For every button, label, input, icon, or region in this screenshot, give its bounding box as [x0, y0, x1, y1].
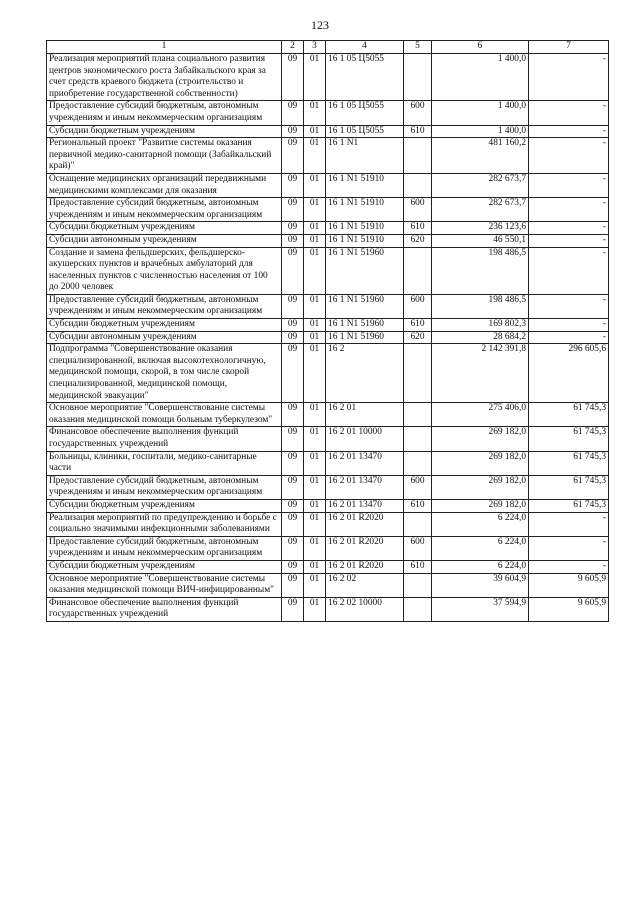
razdel-cell: 09: [282, 125, 304, 138]
row-name-cell: Региональный проект "Развитие системы оказания первичной медико-санитарной помощи (Забайкальский край)": [47, 138, 282, 174]
row-name-cell: Подпрограмма "Совершенствование оказания специализированной, включая высокотехнологичную, медицинской помощи, скорой, в том числе скорой специализированной, медицинской помощи, медицинской эвакуации": [47, 344, 282, 403]
csr-cell: 16 1 05 Ц5055: [326, 54, 404, 101]
razdel-cell: 09: [282, 138, 304, 174]
razdel-cell: 09: [282, 512, 304, 536]
podrazdel-cell: 01: [304, 597, 326, 621]
podrazdel-cell: 01: [304, 54, 326, 101]
table-row: [47, 173, 609, 197]
csr-cell: 16 1 N1: [326, 138, 404, 174]
podrazdel-cell: 01: [304, 451, 326, 475]
column-header-sum-1: 6: [432, 41, 529, 54]
row-name-cell: Субсидии бюджетным учреждениям: [47, 319, 282, 332]
row-name-cell: Субсидии бюджетным учреждениям: [47, 499, 282, 512]
razdel-cell: 09: [282, 451, 304, 475]
table-row: [47, 234, 609, 247]
csr-cell: 16 2 01 R2020: [326, 512, 404, 536]
csr-cell: 16 2 01 R2020: [326, 536, 404, 560]
table-row: [47, 247, 609, 294]
podrazdel-cell: 01: [304, 344, 326, 403]
razdel-cell: 09: [282, 234, 304, 247]
sum-1-cell: 275 406,0: [432, 403, 529, 427]
sum-2-cell: -: [529, 54, 609, 101]
podrazdel-cell: 01: [304, 294, 326, 318]
column-header-csr: 4: [326, 41, 404, 54]
csr-cell: 16 2 01 13470: [326, 475, 404, 499]
vr-cell: [404, 247, 432, 294]
vr-cell: [404, 512, 432, 536]
podrazdel-cell: 01: [304, 222, 326, 235]
vr-cell: 600: [404, 294, 432, 318]
row-name-cell: Предоставление субсидий бюджетным, автономным учреждениям и иным некоммерческим организациям: [47, 294, 282, 318]
column-header-vr: 5: [404, 41, 432, 54]
table-row: [47, 536, 609, 560]
sum-2-cell: 61 745,3: [529, 403, 609, 427]
table-row: [47, 125, 609, 138]
razdel-cell: 09: [282, 499, 304, 512]
csr-cell: 16 1 N1 51960: [326, 331, 404, 344]
podrazdel-cell: 01: [304, 234, 326, 247]
csr-cell: 16 1 N1 51910: [326, 198, 404, 222]
sum-1-cell: 282 673,7: [432, 173, 529, 197]
sum-1-cell: 6 224,0: [432, 512, 529, 536]
vr-cell: 610: [404, 319, 432, 332]
vr-cell: [404, 427, 432, 451]
sum-1-cell: 1 400,0: [432, 54, 529, 101]
podrazdel-cell: 01: [304, 138, 326, 174]
csr-cell: 16 1 N1 51960: [326, 319, 404, 332]
csr-cell: 16 2 01 13470: [326, 451, 404, 475]
vr-cell: [404, 138, 432, 174]
podrazdel-cell: 01: [304, 536, 326, 560]
sum-2-cell: 61 745,3: [529, 451, 609, 475]
sum-1-cell: 236 123,6: [432, 222, 529, 235]
row-name-cell: Основное мероприятие "Совершенствование системы оказания медицинской помощи ВИЧ-инфицированным": [47, 573, 282, 597]
vr-cell: 610: [404, 125, 432, 138]
sum-2-cell: 9 605,9: [529, 573, 609, 597]
table-row: [47, 198, 609, 222]
razdel-cell: 09: [282, 403, 304, 427]
sum-2-cell: 9 605,9: [529, 597, 609, 621]
vr-cell: 610: [404, 560, 432, 573]
vr-cell: [404, 597, 432, 621]
table-row: [47, 475, 609, 499]
row-name-cell: Реализация мероприятий плана социального развития центров экономического роста Забайкальского края за счет средств краевого бюджета (строительство и приобретение государственной собственности): [47, 54, 282, 101]
csr-cell: 16 1 N1 51910: [326, 173, 404, 197]
table-row: [47, 573, 609, 597]
table-row: [47, 54, 609, 101]
vr-cell: [404, 451, 432, 475]
table-row: [47, 499, 609, 512]
vr-cell: [404, 403, 432, 427]
csr-cell: 16 2 01: [326, 403, 404, 427]
sum-2-cell: -: [529, 101, 609, 125]
sum-1-cell: 1 400,0: [432, 101, 529, 125]
sum-1-cell: 269 182,0: [432, 499, 529, 512]
vr-cell: 620: [404, 234, 432, 247]
row-name-cell: Субсидии бюджетным учреждениям: [47, 125, 282, 138]
column-header-name: 1: [47, 41, 282, 54]
row-name-cell: Предоставление субсидий бюджетным, автономным учреждениям и иным некоммерческим организациям: [47, 101, 282, 125]
column-header-razdel: 2: [282, 41, 304, 54]
razdel-cell: 09: [282, 427, 304, 451]
sum-1-cell: 28 684,2: [432, 331, 529, 344]
sum-1-cell: 6 224,0: [432, 536, 529, 560]
razdel-cell: 09: [282, 294, 304, 318]
sum-1-cell: 269 182,0: [432, 427, 529, 451]
podrazdel-cell: 01: [304, 125, 326, 138]
row-name-cell: Предоставление субсидий бюджетным, автономным учреждениям и иным некоммерческим организациям: [47, 198, 282, 222]
csr-cell: 16 2 02 10000: [326, 597, 404, 621]
razdel-cell: 09: [282, 475, 304, 499]
sum-2-cell: -: [529, 138, 609, 174]
sum-2-cell: -: [529, 331, 609, 344]
sum-1-cell: 198 486,5: [432, 294, 529, 318]
podrazdel-cell: 01: [304, 475, 326, 499]
sum-1-cell: 1 400,0: [432, 125, 529, 138]
razdel-cell: 09: [282, 573, 304, 597]
vr-cell: [404, 173, 432, 197]
sum-2-cell: -: [529, 536, 609, 560]
sum-2-cell: -: [529, 512, 609, 536]
sum-1-cell: 282 673,7: [432, 198, 529, 222]
podrazdel-cell: 01: [304, 560, 326, 573]
row-name-cell: Предоставление субсидий бюджетным, автономным учреждениям и иным некоммерческим организациям: [47, 475, 282, 499]
sum-1-cell: 2 142 391,8: [432, 344, 529, 403]
table-row: [47, 403, 609, 427]
sum-2-cell: -: [529, 234, 609, 247]
podrazdel-cell: 01: [304, 173, 326, 197]
sum-1-cell: 481 160,2: [432, 138, 529, 174]
razdel-cell: 09: [282, 101, 304, 125]
sum-2-cell: -: [529, 222, 609, 235]
table-row: [47, 101, 609, 125]
sum-1-cell: 37 594,9: [432, 597, 529, 621]
sum-1-cell: 39 604,9: [432, 573, 529, 597]
podrazdel-cell: 01: [304, 331, 326, 344]
podrazdel-cell: 01: [304, 573, 326, 597]
column-number-row: [47, 41, 609, 54]
csr-cell: 16 1 N1 51910: [326, 222, 404, 235]
column-header-podrazdel: 3: [304, 41, 326, 54]
razdel-cell: 09: [282, 536, 304, 560]
table-row: [47, 222, 609, 235]
row-name-cell: Больницы, клиники, госпитали, медико-санитарные части: [47, 451, 282, 475]
podrazdel-cell: 01: [304, 512, 326, 536]
csr-cell: 16 2 01 10000: [326, 427, 404, 451]
razdel-cell: 09: [282, 198, 304, 222]
row-name-cell: Предоставление субсидий бюджетным, автономным учреждениям и иным некоммерческим организациям: [47, 536, 282, 560]
csr-cell: 16 2 01 R2020: [326, 560, 404, 573]
vr-cell: 600: [404, 101, 432, 125]
row-name-cell: Финансовое обеспечение выполнения функций государственных учреждений: [47, 427, 282, 451]
podrazdel-cell: 01: [304, 247, 326, 294]
row-name-cell: Финансовое обеспечение выполнения функций государственных учреждений: [47, 597, 282, 621]
podrazdel-cell: 01: [304, 499, 326, 512]
row-name-cell: Субсидии автономным учреждениям: [47, 234, 282, 247]
table-row: [47, 451, 609, 475]
row-name-cell: Оснащение медицинских организаций передвижными медицинскими комплексами для оказания: [47, 173, 282, 197]
csr-cell: 16 1 N1 51960: [326, 247, 404, 294]
vr-cell: 610: [404, 499, 432, 512]
podrazdel-cell: 01: [304, 101, 326, 125]
sum-2-cell: -: [529, 198, 609, 222]
table-row: [47, 319, 609, 332]
razdel-cell: 09: [282, 560, 304, 573]
sum-2-cell: -: [529, 560, 609, 573]
razdel-cell: 09: [282, 54, 304, 101]
vr-cell: 600: [404, 198, 432, 222]
csr-cell: 16 2 02: [326, 573, 404, 597]
razdel-cell: 09: [282, 331, 304, 344]
podrazdel-cell: 01: [304, 198, 326, 222]
row-name-cell: Субсидии автономным учреждениям: [47, 331, 282, 344]
table-row: [47, 344, 609, 403]
razdel-cell: 09: [282, 597, 304, 621]
row-name-cell: Реализация мероприятий по предупреждению и борьбе с социально значимыми инфекционными заболеваниями: [47, 512, 282, 536]
sum-1-cell: 6 224,0: [432, 560, 529, 573]
sum-2-cell: -: [529, 319, 609, 332]
podrazdel-cell: 01: [304, 427, 326, 451]
sum-1-cell: 46 550,1: [432, 234, 529, 247]
sum-1-cell: 169 802,3: [432, 319, 529, 332]
vr-cell: 600: [404, 475, 432, 499]
sum-2-cell: 296 605,6: [529, 344, 609, 403]
csr-cell: 16 1 05 Ц5055: [326, 125, 404, 138]
vr-cell: 620: [404, 331, 432, 344]
sum-1-cell: 269 182,0: [432, 475, 529, 499]
table-row: [47, 294, 609, 318]
csr-cell: 16 1 N1 51910: [326, 234, 404, 247]
table-row: [47, 560, 609, 573]
sum-2-cell: -: [529, 125, 609, 138]
csr-cell: 16 2 01 13470: [326, 499, 404, 512]
table-body: [47, 54, 609, 622]
podrazdel-cell: 01: [304, 403, 326, 427]
column-header-sum-2: 7: [529, 41, 609, 54]
sum-1-cell: 269 182,0: [432, 451, 529, 475]
sum-1-cell: 198 486,5: [432, 247, 529, 294]
razdel-cell: 09: [282, 319, 304, 332]
table-row: [47, 331, 609, 344]
row-name-cell: Создание и замена фельдшерских, фельдшерско-акушерских пунктов и врачебных амбулаторий для населенных пунктов с численностью населения от 100 до 2000 человек: [47, 247, 282, 294]
csr-cell: 16 1 05 Ц5055: [326, 101, 404, 125]
podrazdel-cell: 01: [304, 319, 326, 332]
vr-cell: 610: [404, 222, 432, 235]
vr-cell: [404, 54, 432, 101]
table-row: [47, 512, 609, 536]
table-row: [47, 138, 609, 174]
razdel-cell: 09: [282, 344, 304, 403]
sum-2-cell: 61 745,3: [529, 499, 609, 512]
csr-cell: 16 1 N1 51960: [326, 294, 404, 318]
sum-2-cell: 61 745,3: [529, 427, 609, 451]
row-name-cell: Субсидии бюджетным учреждениям: [47, 560, 282, 573]
table-row: [47, 597, 609, 621]
vr-cell: [404, 573, 432, 597]
table-row: [47, 427, 609, 451]
razdel-cell: 09: [282, 173, 304, 197]
sum-2-cell: -: [529, 247, 609, 294]
row-name-cell: Субсидии бюджетным учреждениям: [47, 222, 282, 235]
vr-cell: [404, 344, 432, 403]
sum-2-cell: -: [529, 294, 609, 318]
vr-cell: 600: [404, 536, 432, 560]
csr-cell: 16 2: [326, 344, 404, 403]
page-number: 123: [311, 18, 329, 32]
sum-2-cell: -: [529, 173, 609, 197]
razdel-cell: 09: [282, 222, 304, 235]
row-name-cell: Основное мероприятие "Совершенствование системы оказания медицинской помощи больным туберкулезом": [47, 403, 282, 427]
razdel-cell: 09: [282, 247, 304, 294]
sum-2-cell: 61 745,3: [529, 475, 609, 499]
budget-table: [46, 40, 609, 622]
